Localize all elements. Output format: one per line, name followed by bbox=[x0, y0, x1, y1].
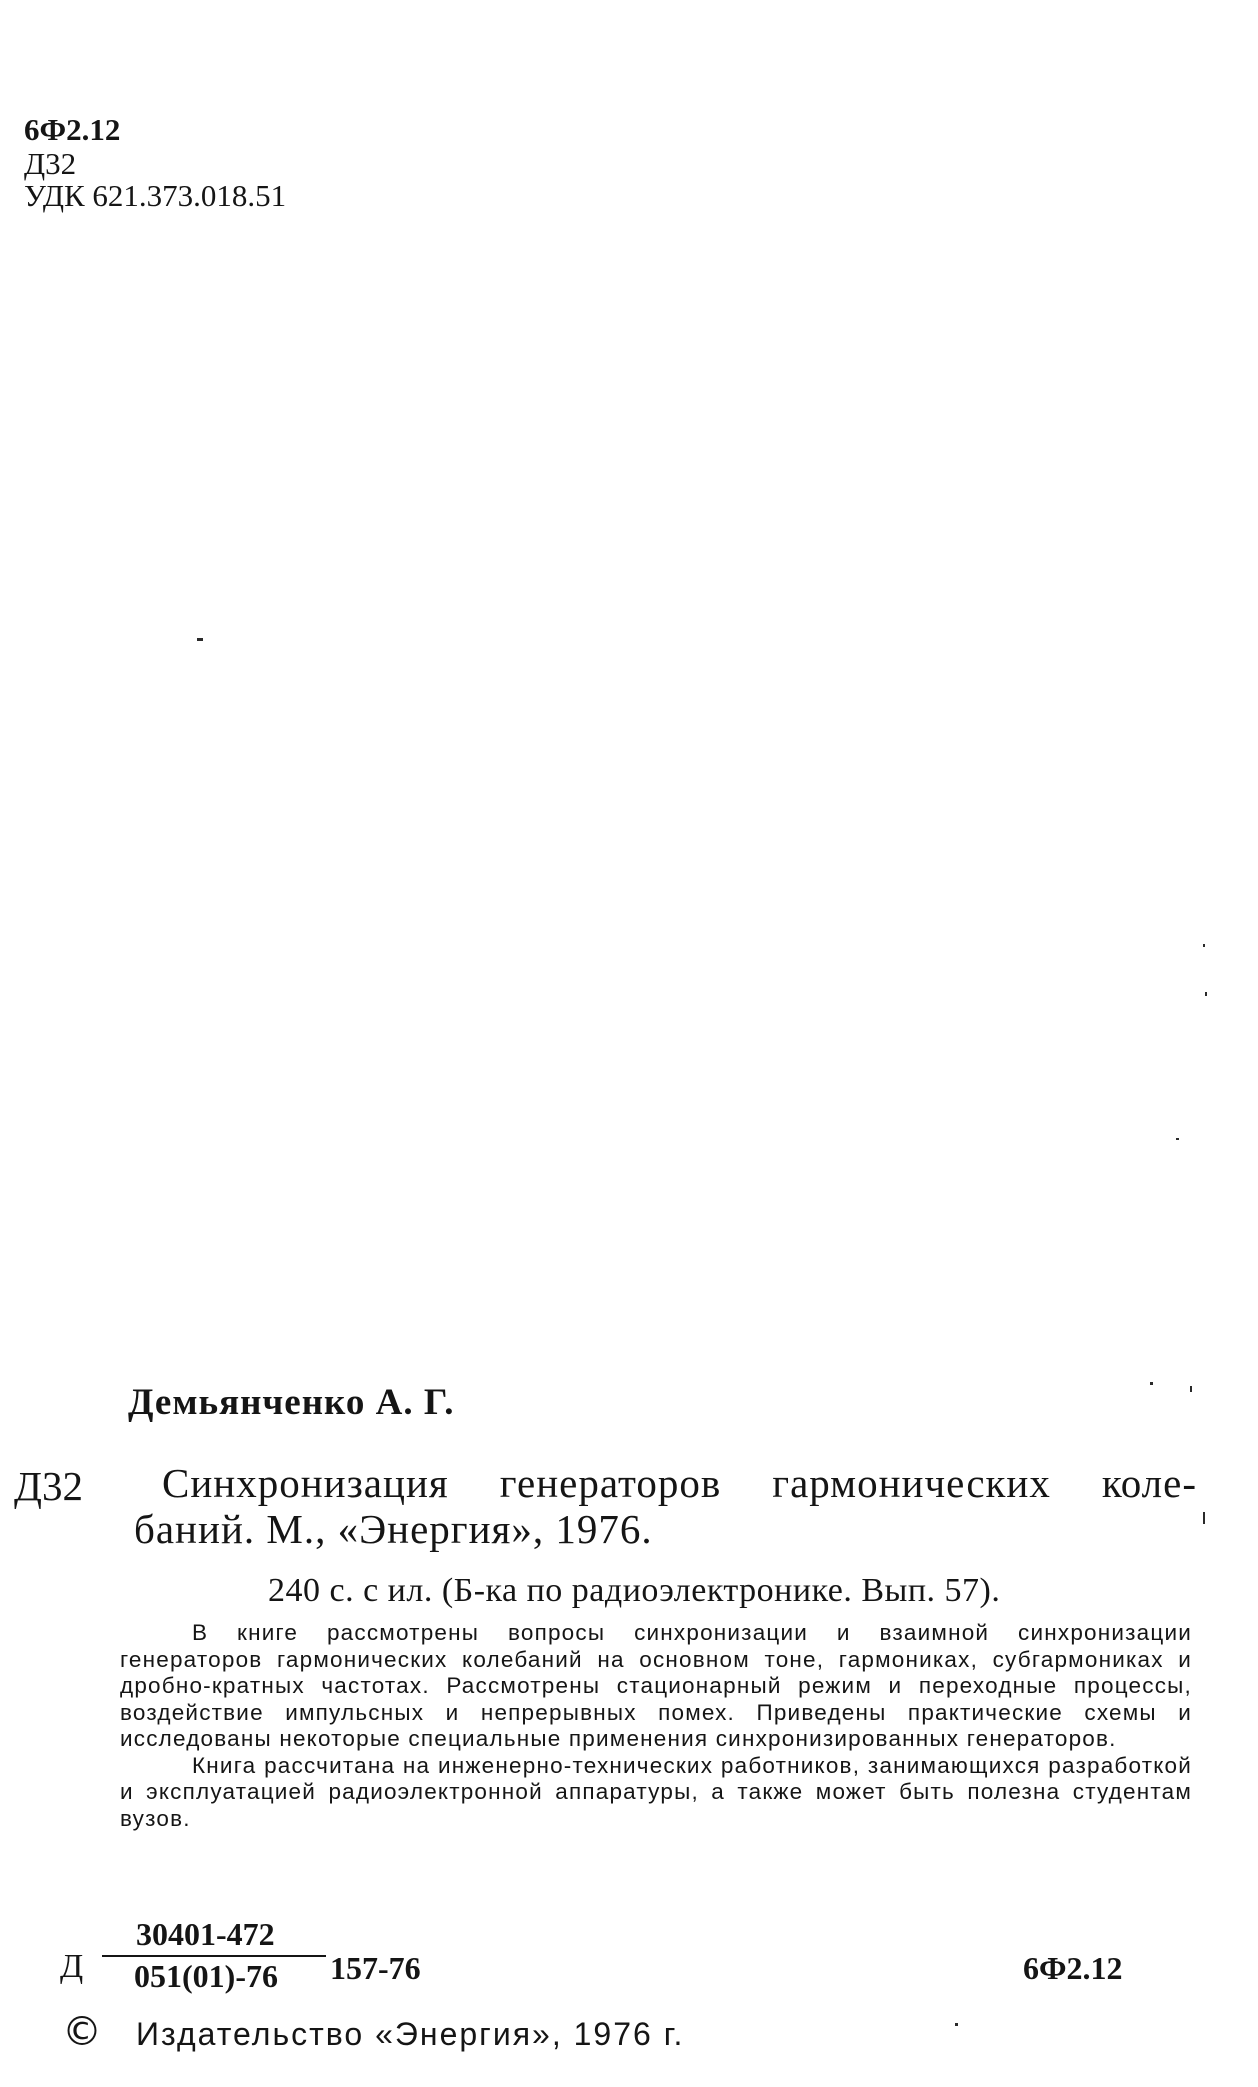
imprint-denominator: 051(01)-76 bbox=[134, 1958, 278, 1994]
copyright-icon: © bbox=[62, 2009, 102, 2055]
imprint-suffix: 157-76 bbox=[330, 1950, 421, 1986]
entry-code: Д32 bbox=[14, 1463, 83, 1509]
udk-index: УДК 621.373.018.51 bbox=[24, 178, 287, 213]
scan-speck bbox=[1203, 944, 1205, 947]
scan-speck bbox=[1150, 1382, 1153, 1385]
abstract-paragraph-1: В книге рассмотрены вопросы синхронизации и взаимной синхронизации генераторов гармонических колебаний на основном тоне, гармониках, субгармониках и дробно-кратных частотах. Рассмотрены стационарный режим и переходные процессы, воздействие импульсных и непрерывных помех. Приведены практические схемы и исследованы некоторые специальные применения синхронизированных генераторов. bbox=[120, 1620, 1192, 1751]
bbk-index: 6Ф2.12 bbox=[24, 112, 121, 147]
imprint-fraction-line bbox=[102, 1955, 326, 1957]
scan-speck bbox=[1203, 1512, 1205, 1524]
scan-speck bbox=[197, 638, 203, 641]
author-mark: Д32 bbox=[24, 146, 77, 181]
scan-speck bbox=[1176, 1138, 1179, 1140]
abstract-paragraph-2: Книга рассчитана на инженерно-технических работников, занимающихся разработкой и эксплуатацией радиоэлектронной аппаратуры, а также может быть полезна студентам вузов. bbox=[120, 1752, 1192, 1831]
imprint-letter: Д bbox=[60, 1948, 84, 1985]
imprint-bbk-code: 6Ф2.12 bbox=[1023, 1950, 1123, 1986]
physical-description: 240 с. с ил. (Б-ка по радиоэлектронике. Вып. 57). bbox=[268, 1572, 1001, 1609]
abstract bbox=[120, 1620, 1192, 1832]
scan-speck bbox=[955, 2023, 958, 2026]
author-name: Демьянченко А. Г. bbox=[128, 1382, 455, 1423]
copyright-text: Издательство «Энергия», 1976 г. bbox=[136, 2016, 685, 2052]
book-title-line-1: Синхронизация генераторов гармонических коле- bbox=[162, 1460, 1197, 1506]
scan-speck bbox=[1190, 1386, 1192, 1392]
imprint-numerator: 30401-472 bbox=[136, 1916, 275, 1952]
scan-speck bbox=[1205, 992, 1207, 996]
book-title-line-2: баний. М., «Энергия», 1976. bbox=[134, 1506, 653, 1552]
